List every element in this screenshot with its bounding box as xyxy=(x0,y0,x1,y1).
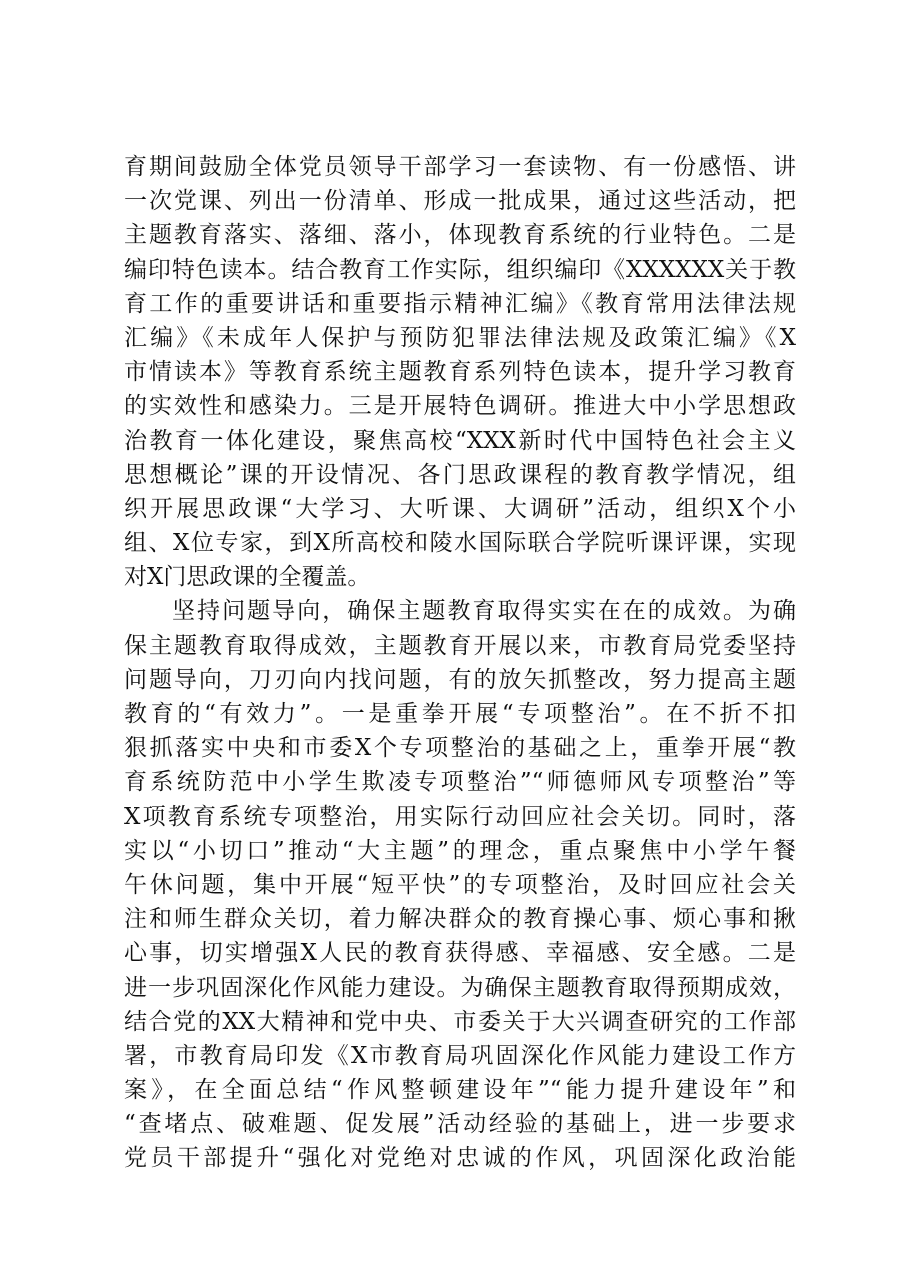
paragraph-line: 午休问题，集中开展“短平快”的专项整治，及时回应社会关 xyxy=(124,871,796,898)
paragraph-line: 教育的“有效力”。一是重拳开展“专项整治”。在不折不扣 xyxy=(124,701,796,727)
paragraph-line: 一次党课、列出一份清单、形成一批成果，通过这些活动，把 xyxy=(124,188,796,215)
paragraph-line: 思想概论”课的开设情况、各门思政课程的教育教学情况，组 xyxy=(124,461,796,488)
paragraph-line: 的实效性和感染力。三是开展特色调研。推进大中小学思想政 xyxy=(124,393,796,420)
paragraph-line: 汇编》《未成年人保护与预防犯罪法律法规及政策汇编》《X xyxy=(124,324,796,351)
paragraph-line: 市情读本》等教育系统主题教育系列特色读本，提升学习教育 xyxy=(124,359,796,386)
paragraph-line: 注和师生群众关切，着力解决群众的教育操心事、烦心事和揪 xyxy=(124,906,796,933)
paragraph-line: 保主题教育取得成效，主题教育开展以来，市教育局党委坚持 xyxy=(124,632,796,659)
paragraph-line: 狠抓落实中央和市委X个专项整治的基础之上，重拳开展“教 xyxy=(124,735,796,762)
paragraph-line: 治教育一体化建设，聚焦高校“XXX新时代中国特色社会主义 xyxy=(124,427,796,454)
paragraph-line: 编印特色读本。结合教育工作实际，组织编印《XXXXXX关于教 xyxy=(124,256,796,283)
paragraph-line: 主题教育落实、落细、落小，体现教育系统的行业特色。二是 xyxy=(124,222,796,249)
paragraph-line: 坚持问题导向，确保主题教育取得实实在在的成效。为确 xyxy=(172,598,796,625)
paragraph-line: “查堵点、破难题、促发展”活动经验的基础上，进一步要求 xyxy=(124,1111,796,1138)
paragraph-2 xyxy=(124,594,796,1175)
paragraph-1 xyxy=(124,150,796,594)
paragraph-line: 结合党的XX大精神和党中央、市委关于大兴调查研究的工作部 xyxy=(124,1008,796,1035)
paragraph-line: 育工作的重要讲话和重要指示精神汇编》《教育常用法律法规 xyxy=(124,290,796,317)
paragraph-line: 织开展思政课“大学习、大听课、大调研”活动，组织X个小 xyxy=(124,495,796,522)
paragraph-line: 组、X位专家，到X所高校和陵水国际联合学院听课评课，实现 xyxy=(124,530,796,557)
paragraph-line: 署，市教育局印发《X市教育局巩固深化作风能力建设工作方 xyxy=(124,1042,796,1069)
paragraph-line: 育期间鼓励全体党员领导干部学习一套读物、有一份感悟、讲 xyxy=(124,154,796,180)
paragraph-line: 实以“小切口”推动“大主题”的理念，重点聚焦中小学午餐 xyxy=(124,837,796,864)
paragraph-line: 对X门思政课的全覆盖。 xyxy=(124,564,371,591)
paragraph-line: 心事，切实增强X人民的教育获得感、幸福感、安全感。二是 xyxy=(124,940,796,967)
document-body xyxy=(124,150,796,1176)
paragraph-line: X项教育系统专项整治，用实际行动回应社会关切。同时，落 xyxy=(124,803,796,830)
paragraph-line: 育系统防范中小学生欺凌专项整治”“师德师风专项整治”等 xyxy=(124,769,796,796)
paragraph-line: 党员干部提升“强化对党绝对忠诚的作风，巩固深化政治能 xyxy=(124,1145,796,1172)
paragraph-line: 案》，在全面总结“作风整顿建设年”“能力提升建设年”和 xyxy=(124,1077,796,1104)
paragraph-line: 问题导向，刀刃向内找问题，有的放矢抓整改，努力提高主题 xyxy=(124,666,796,693)
paragraph-line: 进一步巩固深化作风能力建设。为确保主题教育取得预期成效， xyxy=(124,974,796,1001)
